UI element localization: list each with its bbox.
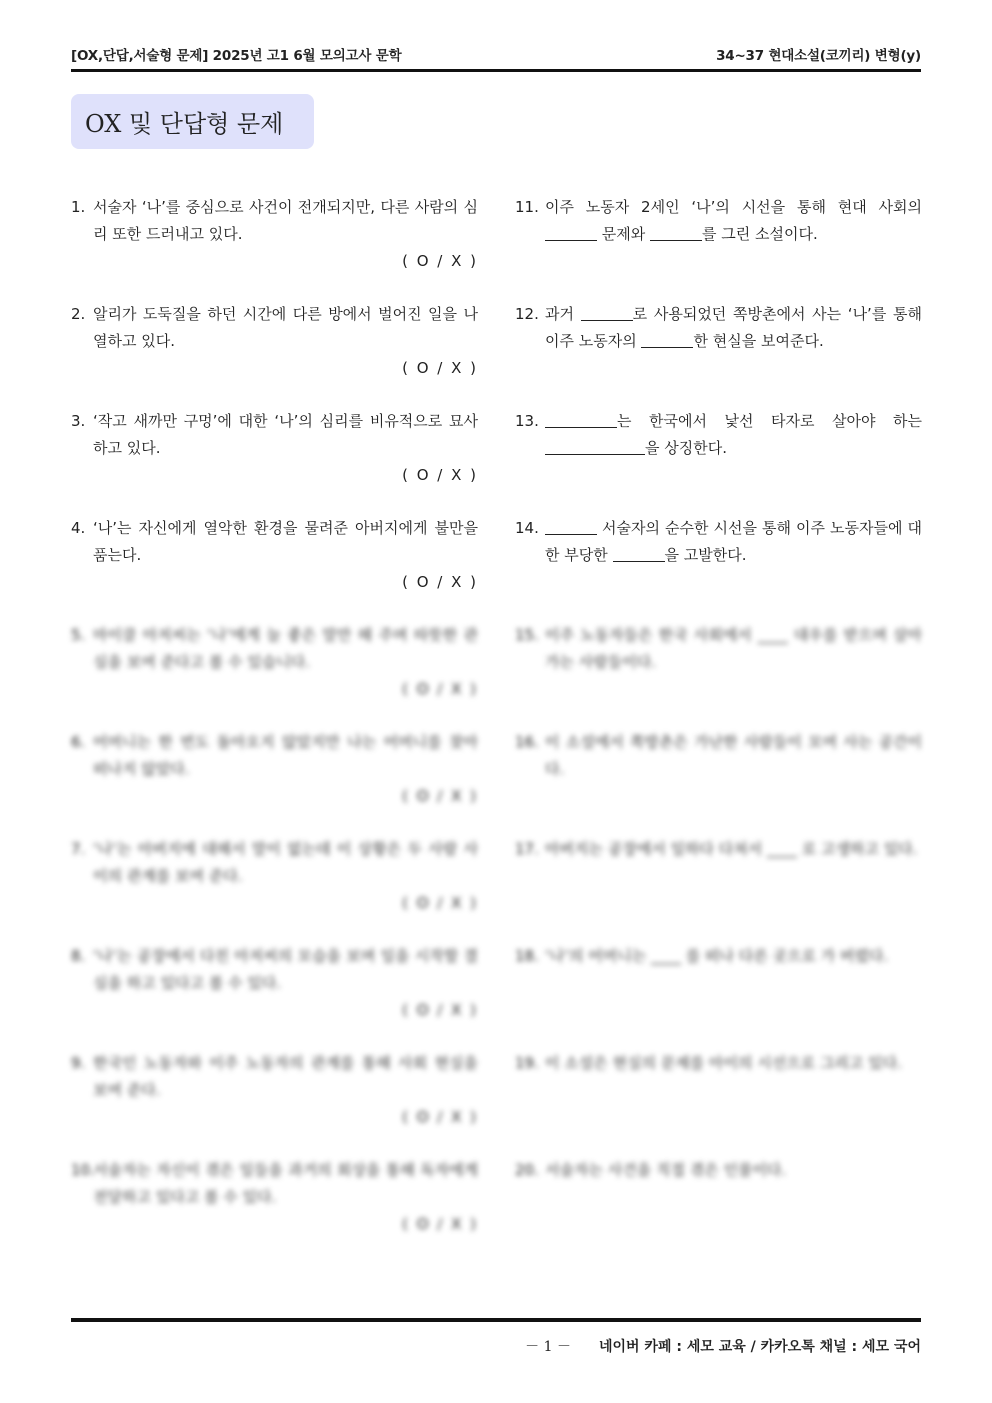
question-number: 8. <box>71 947 86 965</box>
fill-in-question <box>515 301 922 355</box>
fill-in-question <box>515 836 922 863</box>
answer-blank[interactable] <box>650 225 702 241</box>
ox-question <box>71 729 478 810</box>
ox-question <box>71 1157 478 1238</box>
answer-blank[interactable] <box>545 412 617 428</box>
question-number: 10. <box>71 1161 95 1179</box>
page-header <box>71 44 921 64</box>
fill-in-question <box>515 729 922 783</box>
answer-blank[interactable] <box>581 305 633 321</box>
ox-answer-choice[interactable]: ( O / X ) <box>402 359 478 377</box>
question-text: 이주 노동자 2세인 ‘나’의 시선을 통해 현대 사회의 문제와 를 그린 소설이다. <box>545 198 922 243</box>
question-text: 서술자의 순수한 시선을 통해 이주 노동자들에 대한 부당한 을 고발한다. <box>545 519 922 564</box>
fill-in-question <box>515 408 922 462</box>
question-text: 서술자는 사건을 직접 겪은 인물이다. <box>545 1161 787 1179</box>
question-text: 이 소설은 현실의 문제를 아이의 시선으로 그리고 있다. <box>545 1054 902 1072</box>
ox-answer-choice[interactable]: ( O / X ) <box>402 466 478 484</box>
question-text: 마이클 아저씨는 ‘나’에게 늘 좋은 말만 해 주며 따뜻한 관심을 보여 준다고 볼 수 있습니다. <box>93 626 478 671</box>
header-rule <box>71 69 921 72</box>
ox-answer-choice[interactable]: ( O / X ) <box>402 1215 478 1233</box>
question-number: 1. <box>71 198 86 216</box>
ox-question <box>71 1050 478 1131</box>
ox-question <box>71 515 478 596</box>
question-number: 6. <box>71 733 86 751</box>
question-number: 4. <box>71 519 86 537</box>
question-number: 12. <box>515 305 539 323</box>
question-text: 서술자는 자신이 겪은 일들을 과거의 회상을 통해 독자에게 전달하고 있다고 볼 수 있다. <box>93 1161 478 1206</box>
answer-blank[interactable] <box>545 225 597 241</box>
section-title-box <box>71 94 314 149</box>
question-text: ‘나’는 자신에게 열악한 환경을 물려준 아버지에게 불만을 품는다. <box>93 519 478 564</box>
question-number: 5. <box>71 626 86 644</box>
ox-answer-choice[interactable]: ( O / X ) <box>402 680 478 698</box>
answer-blank[interactable] <box>545 439 645 455</box>
question-text: 어머니는 한 번도 돌아오지 않았지만 나는 어머니를 찾아 떠나지 않았다. <box>93 733 478 778</box>
ox-answer-choice[interactable]: ( O / X ) <box>402 1108 478 1126</box>
question-text: 서술자 ‘나’를 중심으로 사건이 전개되지만, 다른 사람의 심리 또한 드러내고 있다. <box>93 198 478 243</box>
question-text: 아버지는 공장에서 일하다 다쳐서 ____ 로 고생하고 있다. <box>545 840 918 858</box>
ox-question <box>71 943 478 1024</box>
ox-answer-choice[interactable]: ( O / X ) <box>402 252 478 270</box>
ox-answer-choice[interactable]: ( O / X ) <box>402 894 478 912</box>
page-footer <box>525 1336 921 1356</box>
question-number: 20. <box>515 1161 539 1179</box>
question-text: ‘나’는 아버지에 대해서 말이 없는데 이 상황은 두 사람 사이의 관계를 보여 준다. <box>93 840 478 885</box>
ox-question <box>71 408 478 489</box>
ox-answer-choice[interactable]: ( O / X ) <box>402 573 478 591</box>
answer-blank[interactable] <box>613 546 665 562</box>
ox-question <box>71 194 478 275</box>
fill-in-question <box>515 943 922 970</box>
question-text: ‘나’의 어머니는 ____ 를 떠나 다른 곳으로 가 버렸다. <box>545 947 889 965</box>
question-text: ‘작고 새까만 구멍’에 대한 ‘나’의 심리를 비유적으로 묘사하고 있다. <box>93 412 478 457</box>
question-text: 이 소설에서 쪽방촌은 가난한 사람들이 모여 사는 공간이다. <box>545 733 922 778</box>
ox-answer-choice[interactable]: ( O / X ) <box>402 787 478 805</box>
fill-in-question <box>515 1157 922 1184</box>
answer-blank[interactable] <box>545 519 597 535</box>
ox-question <box>71 301 478 382</box>
fill-in-question <box>515 1050 922 1077</box>
answer-blank[interactable] <box>641 332 693 348</box>
question-number: 19. <box>515 1054 539 1072</box>
question-number: 16. <box>515 733 539 751</box>
question-number: 9. <box>71 1054 86 1072</box>
question-text: 이주 노동자들은 한국 사회에서 ____ 대우를 받으며 살아가는 사람들이다. <box>545 626 922 671</box>
question-number: 2. <box>71 305 86 323</box>
fill-in-question <box>515 515 922 569</box>
fill-in-question <box>515 194 922 248</box>
question-text: 과거 로 사용되었던 쪽방촌에서 사는 ‘나’를 통해 이주 노동자의 한 현실을 보여준다. <box>545 305 922 350</box>
ox-question <box>71 836 478 917</box>
question-number: 14. <box>515 519 539 537</box>
question-number: 13. <box>515 412 539 430</box>
question-text: 는 한국에서 낯선 타자로 살아야 하는 을 상징한다. <box>515 408 922 462</box>
fill-in-question <box>515 622 922 676</box>
footer-credits: 네이버 카페 : 세모 교육 / 카카오톡 채널 : 세모 국어 <box>598 1339 921 1355</box>
page-number: － 1 － <box>525 1339 571 1355</box>
question-text: 알리가 도둑질을 하던 시간에 다른 방에서 벌어진 일을 나열하고 있다. <box>93 305 478 350</box>
question-number: 15. <box>515 626 539 644</box>
question-number: 7. <box>71 840 86 858</box>
question-number: 3. <box>71 412 86 430</box>
question-number: 17. <box>515 840 539 858</box>
section-title: OX 및 단답형 문제 <box>85 110 284 138</box>
header-left-title: [OX,단답,서술형 문제] 2025년 고1 6월 모의고사 문학 <box>71 48 402 64</box>
question-text: ‘나’는 공장에서 다친 아저씨의 모습을 보며 일을 시작할 결심을 하고 있다고 볼 수 있다. <box>93 947 478 992</box>
ox-question <box>71 622 478 703</box>
question-number: 11. <box>515 198 539 216</box>
question-number: 18. <box>515 947 539 965</box>
question-text: 한국인 노동자와 이주 노동자의 관계를 통해 사회 현실을 보여 준다. <box>93 1054 478 1099</box>
footer-rule <box>71 1318 921 1322</box>
ox-answer-choice[interactable]: ( O / X ) <box>402 1001 478 1019</box>
header-right-title: 34~37 현대소설(코끼리) 변형(y) <box>716 48 921 64</box>
